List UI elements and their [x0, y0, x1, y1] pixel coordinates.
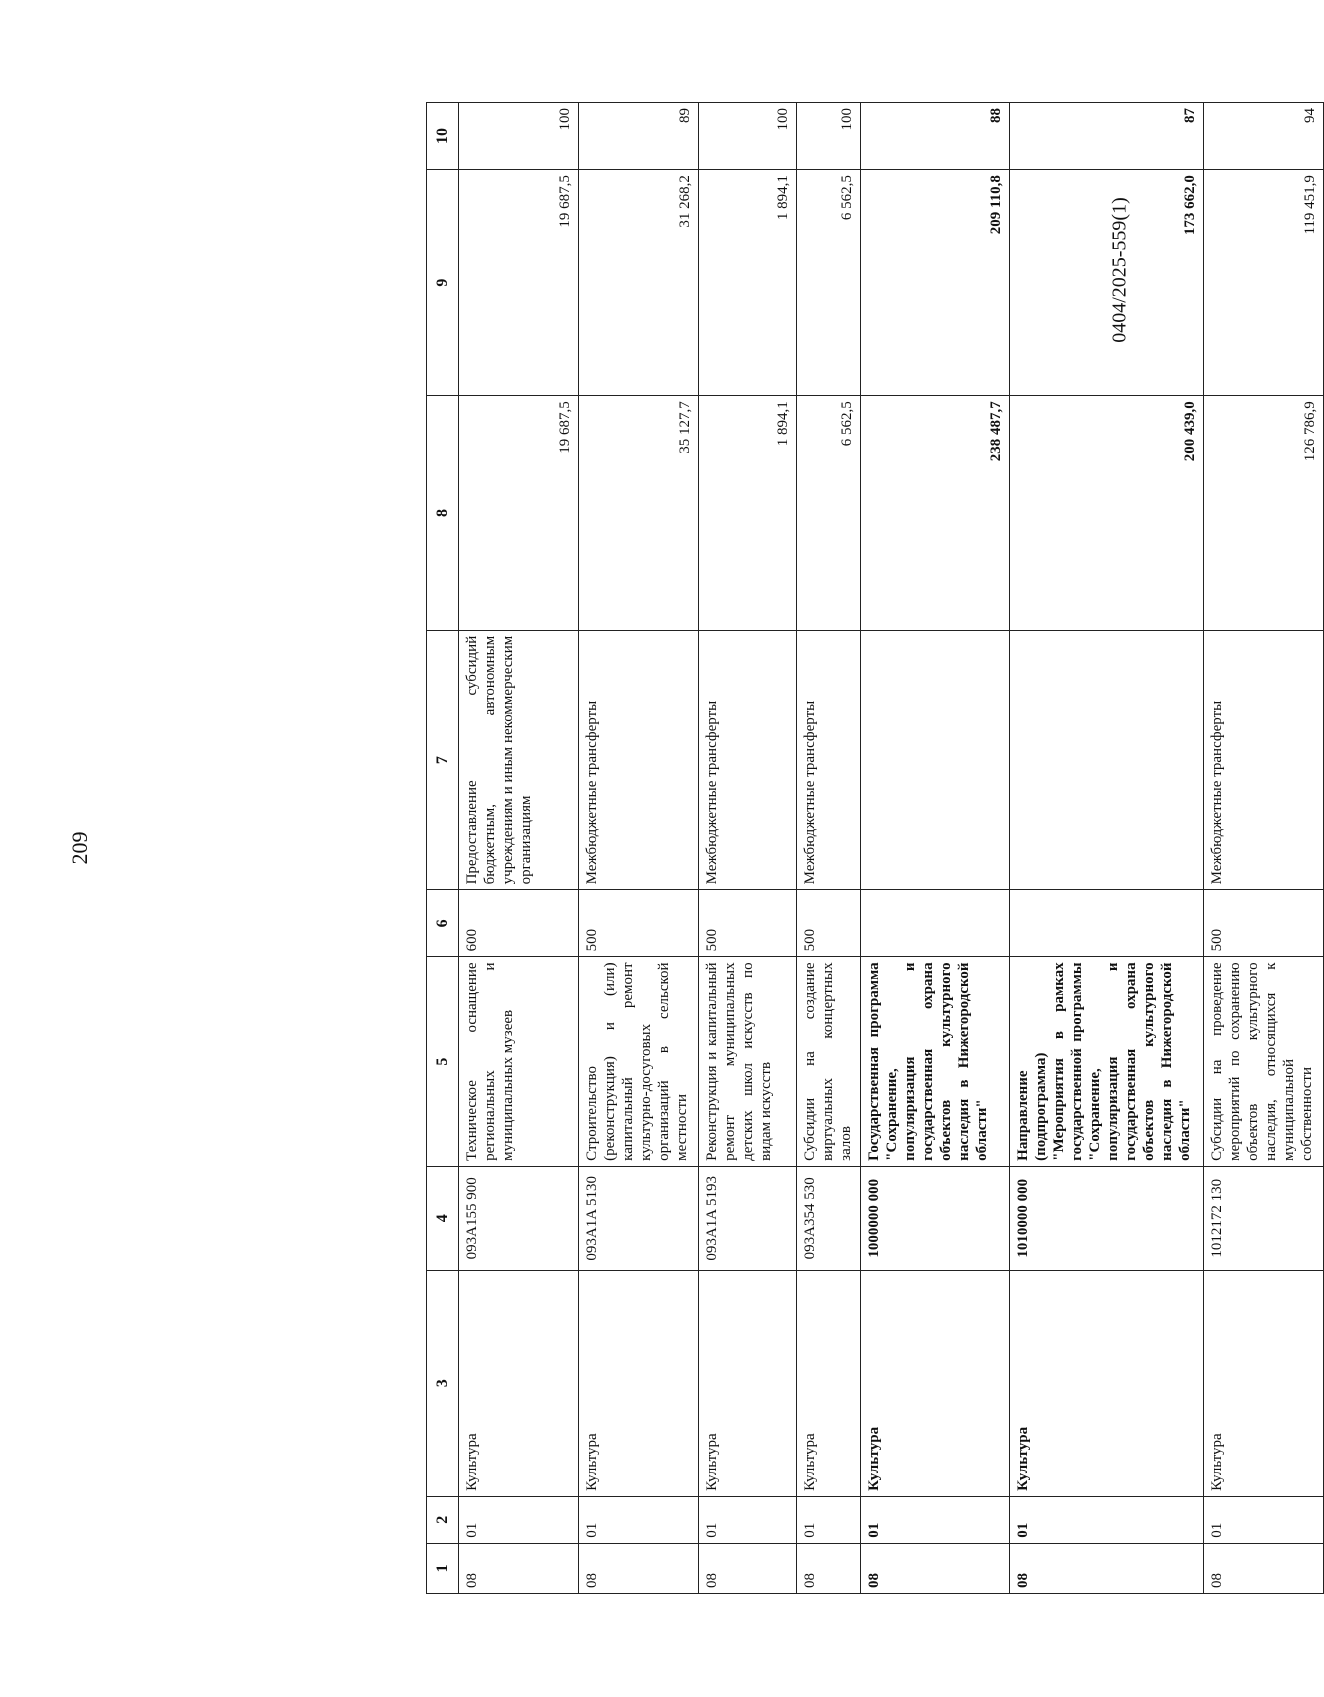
subsection-code: 01	[861, 1496, 1009, 1543]
section-code: 08	[1009, 1543, 1203, 1593]
document-code: 0404/2025-559(1)	[1108, 197, 1131, 343]
expense-type-name: Предоставление субсидий бюджетным, автономным учреждениям и иным некоммерческим организациям	[459, 630, 579, 890]
actual-amount: 6 562,5	[796, 170, 860, 396]
section-code: 08	[698, 1543, 796, 1593]
planned-amount: 238 487,7	[861, 396, 1009, 631]
expense-type-code: 500	[796, 890, 860, 957]
target-code: 093A354 530	[796, 1166, 860, 1270]
header-row	[427, 103, 459, 1594]
description: Направление (подпрограмма) "Мероприятия в рамках государственной программы "Сохранение, популяризация и государственная охрана объектов культурного наследия в Нижегородской области"	[1009, 957, 1203, 1166]
planned-amount: 19 687,5	[459, 396, 579, 631]
planned-amount: 200 439,0	[1009, 396, 1203, 631]
expense-type-code	[861, 890, 1009, 957]
header-cell: 4	[427, 1166, 459, 1270]
planned-amount: 1 894,1	[698, 396, 796, 631]
subsection-code: 01	[698, 1496, 796, 1543]
expense-type-name: Межбюджетные трансферты	[698, 630, 796, 890]
subsection-code: 01	[796, 1496, 860, 1543]
table-row	[459, 103, 579, 1594]
execution-percent: 89	[578, 103, 698, 170]
description: Реконструкция и капитальный ремонт муниципальных детских школ искусств по видам искусств	[698, 957, 796, 1166]
section-code: 08	[796, 1543, 860, 1593]
section-name: Культура	[1009, 1270, 1203, 1496]
header-cell: 8	[427, 396, 459, 631]
header-cell: 10	[427, 103, 459, 170]
expense-type-name: Межбюджетные трансферты	[578, 630, 698, 890]
expense-type-code: 600	[459, 890, 579, 957]
expense-type-name: Межбюджетные трансферты	[1204, 630, 1324, 890]
header-cell: 2	[427, 1496, 459, 1543]
section-name: Культура	[796, 1270, 860, 1496]
budget-table-container	[426, 102, 1324, 1594]
target-code: 093A155 900	[459, 1166, 579, 1270]
table-row	[698, 103, 796, 1594]
target-code: 1010000 000	[1009, 1166, 1203, 1270]
header-cell: 9	[427, 170, 459, 396]
actual-amount: 209 110,8	[861, 170, 1009, 396]
execution-percent: 88	[861, 103, 1009, 170]
header-cell: 3	[427, 1270, 459, 1496]
subsection-code: 01	[459, 1496, 579, 1543]
table-row	[578, 103, 698, 1594]
actual-amount: 119 451,9	[1204, 170, 1324, 396]
execution-percent: 94	[1204, 103, 1324, 170]
description: Строительство (реконструкция) и (или) капитальный ремонт культурно-досуговых организаций в сельской местности	[578, 957, 698, 1166]
header-cell: 7	[427, 630, 459, 890]
page-number: 209	[67, 831, 92, 865]
table-row	[861, 103, 1009, 1594]
section-name: Культура	[1204, 1270, 1324, 1496]
target-code: 1000000 000	[861, 1166, 1009, 1270]
section-name: Культура	[861, 1270, 1009, 1496]
execution-percent: 100	[698, 103, 796, 170]
actual-amount: 173 662,0	[1009, 170, 1203, 396]
section-code: 08	[1204, 1543, 1324, 1593]
section-code: 08	[459, 1543, 579, 1593]
description: Техническое оснащение региональных и муниципальных музеев	[459, 957, 579, 1166]
section-name: Культура	[698, 1270, 796, 1496]
execution-percent: 100	[459, 103, 579, 170]
expense-type-name	[861, 630, 1009, 890]
description: Субсидии на проведение мероприятий по сохранению объектов культурного наследия, относящихся к муниципальной собственности	[1204, 957, 1324, 1166]
subsection-code: 01	[578, 1496, 698, 1543]
subsection-code: 01	[1204, 1496, 1324, 1543]
expense-type-code	[1009, 890, 1203, 957]
section-code: 08	[578, 1543, 698, 1593]
section-name: Культура	[459, 1270, 579, 1496]
expense-type-code: 500	[578, 890, 698, 957]
planned-amount: 35 127,7	[578, 396, 698, 631]
target-code: 093A1A 5193	[698, 1166, 796, 1270]
execution-percent: 100	[796, 103, 860, 170]
budget-table	[426, 102, 1324, 1594]
execution-percent: 87	[1009, 103, 1203, 170]
section-name: Культура	[578, 1270, 698, 1496]
description: Государственная программа "Сохранение, популяризация и государственная охрана объектов культурного наследия в Нижегородской области"	[861, 957, 1009, 1166]
expense-type-name: Межбюджетные трансферты	[796, 630, 860, 890]
actual-amount: 19 687,5	[459, 170, 579, 396]
actual-amount: 31 268,2	[578, 170, 698, 396]
expense-type-name	[1009, 630, 1203, 890]
table-row	[1204, 103, 1324, 1594]
planned-amount: 6 562,5	[796, 396, 860, 631]
target-code: 1012172 130	[1204, 1166, 1324, 1270]
table-row	[1009, 103, 1203, 1594]
table-row	[796, 103, 860, 1594]
header-cell: 1	[427, 1543, 459, 1593]
description: Субсидии на создание виртуальных концертных залов	[796, 957, 860, 1166]
expense-type-code: 500	[1204, 890, 1324, 957]
header-cell: 5	[427, 957, 459, 1166]
actual-amount: 1 894,1	[698, 170, 796, 396]
expense-type-code: 500	[698, 890, 796, 957]
target-code: 093A1A 5130	[578, 1166, 698, 1270]
header-cell: 6	[427, 890, 459, 957]
planned-amount: 126 786,9	[1204, 396, 1324, 631]
section-code: 08	[861, 1543, 1009, 1593]
subsection-code: 01	[1009, 1496, 1203, 1543]
